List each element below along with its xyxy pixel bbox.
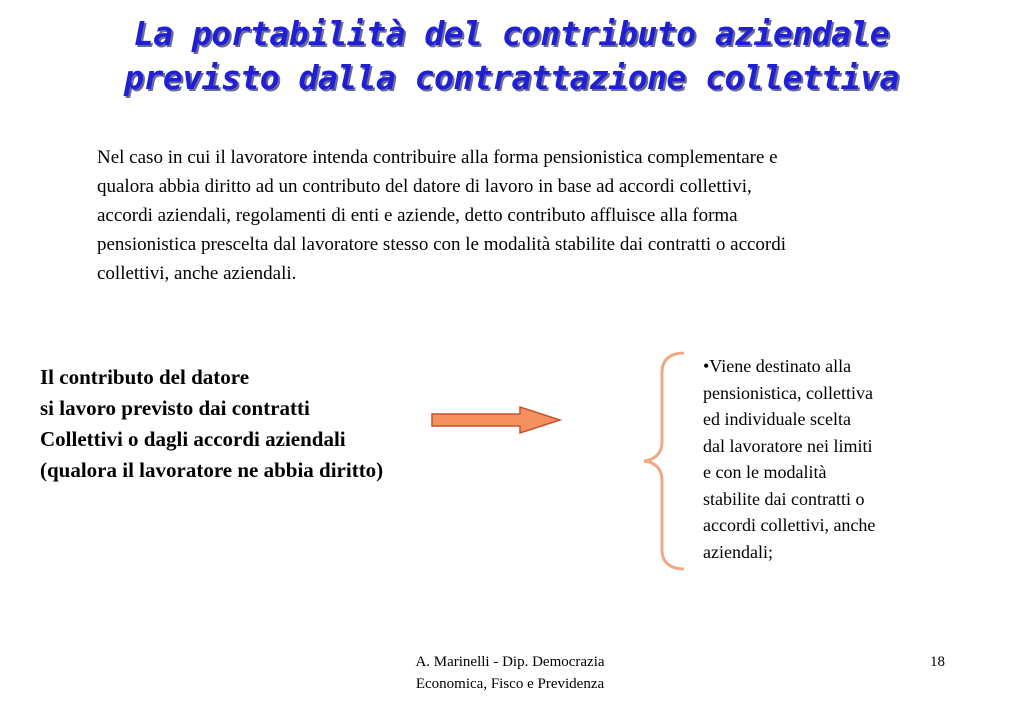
intro-line: collettivi, anche aziendali.	[97, 263, 297, 284]
description-line: •Viene destinato alla	[703, 356, 852, 376]
intro-paragraph	[97, 143, 967, 288]
right-arrow-icon	[430, 405, 565, 435]
title-line-1: La portabilità del contributo aziendale	[133, 14, 890, 53]
description-line: pensionistica, collettiva	[703, 382, 873, 403]
slide-footer	[370, 651, 650, 695]
footer-line: A. Marinelli - Dip. Democrazia	[415, 654, 605, 670]
description-line: aziendali;	[703, 541, 773, 562]
statement-line: si lavoro previsto dai contratti	[40, 396, 310, 420]
destination-description	[703, 353, 943, 565]
intro-line: accordi aziendali, regolamenti di enti e aziende, detto contributo affluisce alla forma	[97, 205, 738, 226]
description-line: dal lavoratore nei limiti	[703, 435, 873, 456]
intro-line: Nel caso in cui il lavoratore intenda contribuire alla forma pensionistica complementare e	[97, 147, 778, 168]
footer-line: Economica, Fisco e Previdenza	[415, 676, 605, 692]
intro-line: qualora abbia diritto ad un contributo del datore di lavoro in base ad accordi collettivi,	[97, 176, 752, 197]
page-number: 18	[930, 654, 945, 670]
description-line: ed individuale scelta	[703, 409, 851, 429]
left-curly-brace-icon	[640, 350, 690, 572]
description-line: e con le modalità	[703, 462, 827, 482]
title-line-2: previsto dalla contrattazione collettiva	[124, 58, 899, 97]
statement-line: (qualora il lavoratore ne abbia diritto)	[40, 458, 384, 482]
slide-title	[0, 12, 1023, 100]
description-line: accordi collettivi, anche	[703, 515, 876, 535]
statement-line: Il contributo del datore	[40, 365, 250, 389]
description-line: stabilite dai contratti o	[703, 488, 865, 509]
statement-line: Collettivi o dagli accordi aziendali	[40, 427, 346, 451]
intro-line: pensionistica prescelta dal lavoratore stesso con le modalità stabilite dai contratti o accordi	[97, 234, 787, 255]
